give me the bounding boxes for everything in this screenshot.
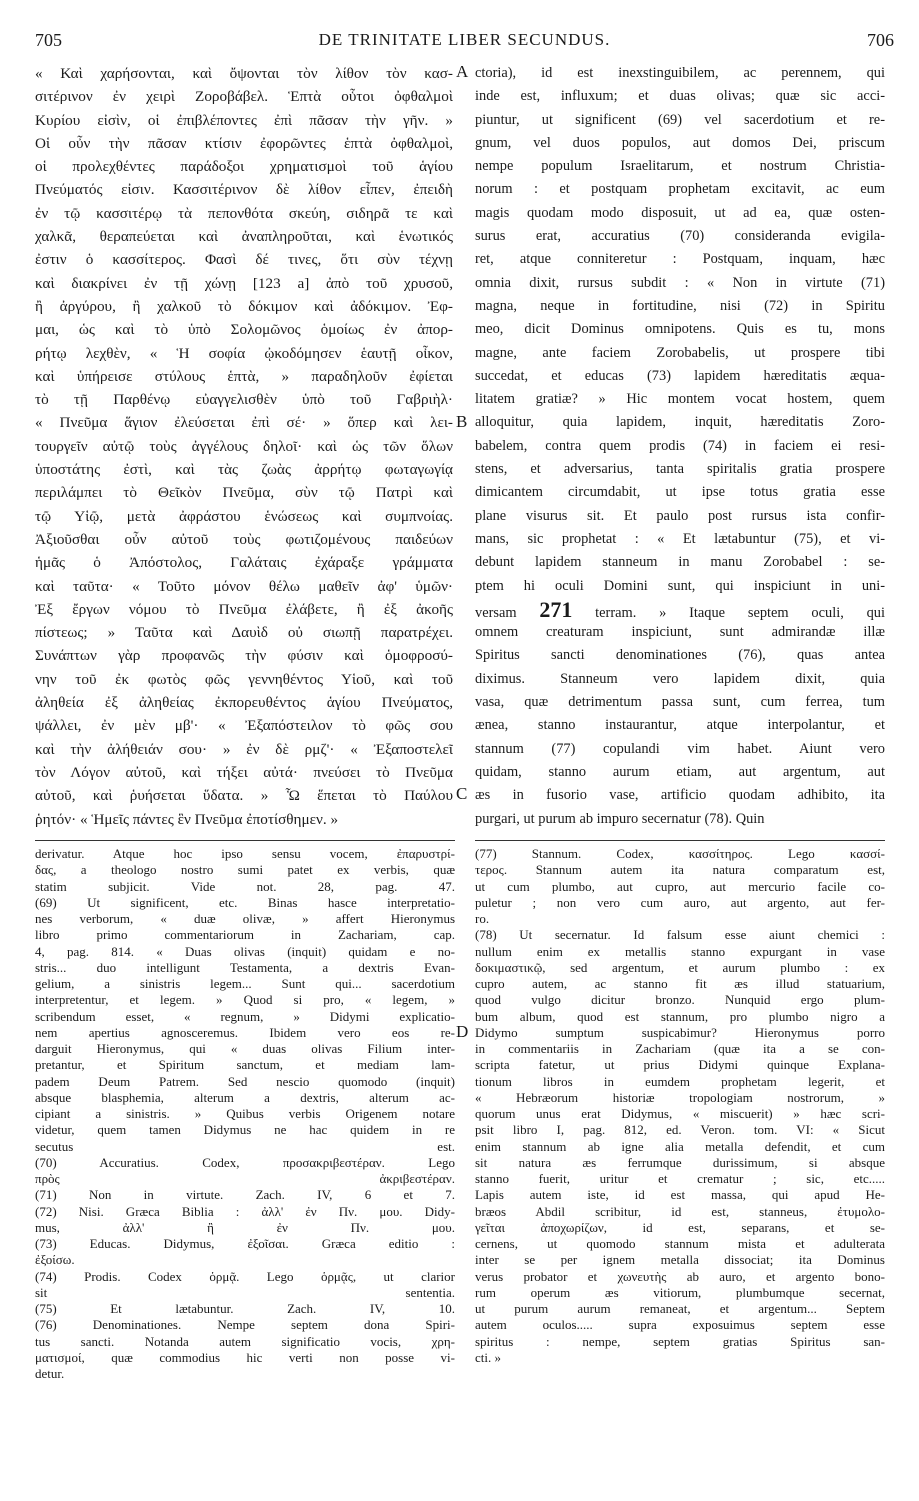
- footnote-line: 4, pag. 814. « Duas olivas (inquit) quidam e no-: [35, 943, 455, 959]
- footnote-line: pretantur, et Spiritum sanctum, et mediam lam-: [35, 1057, 455, 1073]
- footnote-line: autem oculos..... supra exposuimus septem esse: [475, 1317, 885, 1333]
- greek-text-line: Ἀξιοῦσθαι οὖν αὐτοῦ τοὺς φωτιζομένους παιδεύων: [35, 530, 453, 548]
- footnote-line: statim subjicit. Vide not. 28, pag. 47.: [35, 878, 455, 894]
- footnote-line: ut purum aurum remaneat, et argentum... Septem: [475, 1301, 885, 1316]
- footnote-line: secutus est.: [35, 1138, 455, 1154]
- greek-text-line: Κυρίου εἰσὶν, οἱ ἐπιβλέποντες ἐπὶ πᾶσαν τὴν γῆν. »: [35, 111, 453, 129]
- footnote-line: enim stannum ab igne alia metalla defendit, et cum: [475, 1138, 885, 1154]
- greek-text-line: Ἐξ ἔργων νόμου τὸ Πνεῦμα ἐλάβετε, ἢ ἐξ ἀκοῆς: [35, 600, 453, 618]
- footnote-line: bræos Abdil scribitur, id est, stanneus, ἐτυμολο-: [475, 1203, 885, 1219]
- greek-text-line: νην τοῦ ἐκ φωτὸς φῶς γεννηθέντος Υἱοῦ, καὶ τοῦ: [35, 670, 453, 688]
- footnote-line: bum album, quod est stannum, pro plumbo nigro a: [475, 1008, 885, 1024]
- footnote-line: mus, ἀλλ' ἢ ἐν Πν. μου.: [35, 1219, 455, 1235]
- margin-marker-a: A: [456, 62, 469, 81]
- footnote-line: libro primo commentariorum in Zachariam, cap.: [35, 927, 455, 943]
- latin-text-column: [475, 62, 885, 831]
- footnote-line: quod vulgo dicitur bronzo. Nunquid ergo plum-: [475, 992, 885, 1008]
- latin-text-line: Spiritus sancti denominationes (76), quas antea: [475, 647, 885, 664]
- latin-text-line: magna, neque in fortitudine, nisi (72) in Spiritu: [475, 297, 885, 314]
- footnote-rule-right: [475, 840, 885, 841]
- footnote-line: (70) Accuratius. Codex, προσακριβεστέραν. Lego: [35, 1154, 455, 1170]
- latin-text-line: versam 271 terram. » Itaque septem oculi, qui: [475, 597, 885, 622]
- greek-text-line: μαι, ὡς καὶ τὸ ὑπὸ Σολομῶνος ὁμοίως ἐν ἀπορ-: [35, 321, 453, 339]
- footnote-line: ματισμοί, quæ commodius hic verti non posse vi-: [35, 1349, 455, 1365]
- footnote-line: stris... duo intelligunt Testamenta, a dextris Evan-: [35, 959, 455, 975]
- latin-text-line: meo, dicit Dominus omnipotens. Quis es tu, mons: [475, 321, 885, 338]
- latin-text-line: piuntur, ut significent (69) vel sacerdotium et re-: [475, 111, 885, 128]
- footnote-line: cti. »: [475, 1349, 501, 1365]
- footnote-line: stanno fuerit, uritur et crematur ; sic, etc.....: [475, 1171, 885, 1186]
- latin-text-line: litatem gratiæ? » Hic montem vocat hostem, quem: [475, 391, 885, 408]
- footnote-line: nullum enim ex metallis stanno expurgant in vase: [475, 943, 885, 959]
- latin-text-line: dimicantem circumdabit, ut ipse totus gratia esse: [475, 484, 885, 501]
- footnote-line: ἐξοίσω.: [35, 1252, 75, 1268]
- latin-text-line: magne, ante faciem Zorobabelis, ut prospere tibi: [475, 344, 885, 361]
- footnote-line: darguit Hieronymus, qui « duas olivas Filium inter-: [35, 1041, 455, 1056]
- greek-text-line: καὶ ὑπήρεισε στύλους ἑπτὰ, » παραδηλοῦν ἐφίεται: [35, 367, 453, 385]
- footnote-line: τερος. Stannum autem ita natura comparatum est,: [475, 862, 885, 878]
- footnote-line: quorum unus erat Didymus, « miscuerit) » hæc scri-: [475, 1106, 885, 1121]
- footnote-line: « Hebræorum historiæ tropologiam nostrorum, »: [475, 1089, 885, 1105]
- footnote-line: puletur ; non vero cum auro, aut argento, aut fer-: [475, 894, 885, 910]
- latin-text-line: gnum, vel duos populos, aut domos Dei, priscum: [475, 134, 885, 151]
- margin-marker-b: B: [456, 412, 468, 431]
- greek-text-line: πίστεως; » Ταῦτα καὶ Δαυὶδ οὐ σιωπῇ παρατρέχει.: [35, 624, 453, 642]
- latin-text-line: ptem hi oculi Domini sunt, qui inspiciunt in uni-: [475, 577, 885, 594]
- greek-text-line: Πνεύματός εἰσιν. Κασσιτέρινον δὲ λίθον εἶπεν, ἐπειδὴ: [35, 181, 453, 199]
- greek-text-line: Συνάπτων γὰρ προφανῶς τὴν φύσιν καὶ ὁμοφροσύ-: [35, 647, 453, 665]
- latin-text-line: quidam, stanno aurum etiam, aut argentum, aut: [475, 763, 885, 780]
- latin-text-line: babelem, contra quem prodis (74) in faciem ei resi-: [475, 437, 885, 454]
- greek-text-line: Οἱ οὖν τὴν πᾶσαν κτίσιν ἐφορῶντες ἑπτὰ ὀφθαλμοὶ,: [35, 134, 453, 152]
- greek-text-line: τῷ Υἱῷ, μετὰ ἀφράστου ἑνώσεως καὶ συμπνοίας.: [35, 507, 453, 525]
- footnote-line: cernens, ut quomodo stannum mista et adulterata: [475, 1236, 885, 1251]
- footnote-line: (77) Stannum. Codex, κασσίτηρος. Lego κασσί-: [475, 846, 885, 861]
- latin-text-line: succedat, et educas (73) lapidem hæreditatis æqua-: [475, 367, 885, 384]
- latin-text-line: mans, sic prophetat : « Et lætabuntur (75), et vi-: [475, 530, 885, 547]
- running-title: DE TRINITATE LIBER SECUNDUS.: [318, 30, 611, 49]
- greek-text-line: ἐν τῷ κασσιτέρῳ τὰ πεπονθότα σκεύη, σιδηρᾶ τε καὶ: [35, 204, 453, 222]
- footnote-line: πρὸς ἀκριβεστέραν.: [35, 1171, 455, 1186]
- latin-text-line: omnia dixit, rursus subdit : « Non in virtute (71): [475, 274, 885, 291]
- footnote-line: γεῖται ἀποχωρίζων, id est, separans, et se-: [475, 1219, 885, 1235]
- footnote-rule-left: [35, 840, 455, 841]
- greek-text-line: οἱ προλεχθέντες παράδοξοι χρηματισμοὶ τοῦ ἁγίου: [35, 158, 453, 176]
- footnote-line: (69) Ut significent, etc. Binas hasce interpretatio-: [35, 894, 455, 910]
- latin-text-line: inde est, influxum; et duas olivas; quæ sic acci-: [475, 88, 885, 105]
- greek-text-line: ἢ ἀργύρου, ἢ χαλκοῦ τὸ δόκιμον καὶ ἀδόκιμον. Ἐφ-: [35, 297, 453, 315]
- greek-text-line: « Καὶ χαρήσονται, καὶ ὄψονται τὸν λίθον τὸν κασ-: [35, 65, 453, 82]
- footnote-line: (74) Prodis. Codex ὁρμᾷ. Lego ὁρμᾷς, ut clarior: [35, 1268, 455, 1284]
- footnote-line: nem apertius agnosceremus. Ibidem vero eos re-: [35, 1024, 455, 1040]
- footnote-line: (73) Educas. Didymus, ἐξοῖσαι. Græca editio :: [35, 1236, 455, 1251]
- greek-text-line: χαλκᾶ, θεραπεύεται καὶ ἀναπληροῦται, καὶ ἑνωτικός: [35, 228, 453, 246]
- footnote-line: interpretentur, et legem. » Quod si pro, « legem, »: [35, 992, 455, 1008]
- footnote-line: inter se per ignem metalla dissociat; ita Dominus: [475, 1252, 885, 1268]
- footnote-line: spiritus : nempe, septem gratias Spiritus san-: [475, 1333, 885, 1349]
- margin-marker-d: D: [456, 1022, 469, 1041]
- latin-text-line: purgari, ut purum ab impuro secernatur (78). Quin: [475, 810, 765, 827]
- greek-text-line: περιλάμπει τὸ Θεῖκὸν Πνεῦμα, σὺν τῷ Πατρὶ καὶ: [35, 484, 453, 502]
- latin-text-line: surus erat, accuratius (70) consideranda evigila-: [475, 228, 885, 245]
- latin-text-line: ænea, stanno instaurantur, atque interpolantur, et: [475, 717, 885, 734]
- greek-text-line: ἐστιν ὁ κασσίτερος. Φασὶ δέ τινες, ὅτι σὺν τέχνῃ: [35, 251, 453, 269]
- latin-text-line: plane visurus sit. Et paulo post rursus ista confir-: [475, 507, 885, 524]
- footnote-line: rum operum æs vitiorum, plumbumque secernat,: [475, 1284, 885, 1300]
- footnote-line: ro.: [475, 911, 490, 926]
- greek-text-line: « Πνεῦμα ἅγιον ἐλεύσεται ἐπὶ σέ· » ὅπερ καὶ λει-: [35, 414, 453, 432]
- greek-text-line: τὸ τῇ Παρθένῳ εὐαγγελισθὲν ὑπὸ τοῦ Γαβριὴλ·: [35, 391, 453, 409]
- latin-text-line: norum : et postquam prophetam excitavit, ac eum: [475, 181, 885, 198]
- footnote-line: cupro autem, ac stanno fit æs illud statuarium,: [475, 976, 885, 991]
- footnotes-left-column: [35, 846, 455, 1382]
- greek-text-line: ἡμᾶς ὁ Ἀπόστολος, Γαλάταις ἐχάραξε γράμματα: [35, 554, 453, 572]
- latin-text-line: æs in fusorio vase, artificio quodam adhibito, ita: [475, 787, 885, 804]
- greek-text-line: ψάλλει, ἐν μὲν μβ'· « Ἐξαπόστειλον τὸ φῶς σου: [35, 717, 453, 735]
- footnote-line: gelium, a sinistris legem... Sunt qui... sacerdotium: [35, 976, 455, 991]
- greek-text-column: [35, 62, 453, 831]
- page-header: [35, 30, 894, 56]
- latin-text-line: magis quodam modo disposuit, ut ad ea, quæ osten-: [475, 204, 885, 221]
- latin-text-line: debunt lapidem stanneum in manu Zorobabel : se-: [475, 554, 885, 571]
- footnote-line: (76) Denominationes. Nempe septem dona Spiri-: [35, 1317, 455, 1333]
- greek-text-line: ρήτῳ λεχθὲν, « Ἡ σοφία ᾠκοδόμησεν ἑαυτῇ οἶκον,: [35, 344, 453, 362]
- footnote-line: ut cum plumbo, aut cupro, aut mercurio facile co-: [475, 878, 885, 894]
- footnote-line: scripta fatetur, ut prius Didymi quinque Explana-: [475, 1057, 885, 1073]
- footnote-line: verus probator et χωνευτὴς ab auro, et argento bono-: [475, 1268, 885, 1284]
- greek-text-line: καὶ τὴν ἀλήθειάν σου· » ἐν δὲ ρμζ'· « Ἐξαποστελεῖ: [35, 740, 453, 758]
- footnote-line: Lapis autem iste, id est massa, qui apud He-: [475, 1187, 885, 1203]
- latin-text-line: diximus. Stanneum vero lapidem dixit, quia: [475, 670, 885, 687]
- footnote-line: detur.: [35, 1366, 65, 1381]
- greek-text-line: αὐτοῦ, καὶ ῥυήσεται ὕδατα. » Ὧ ἕπεται τὸ Παύλου: [35, 787, 453, 805]
- latin-text-line: nempe populum Israelitarum, et nostrum Christia-: [475, 158, 885, 175]
- footnote-line: δοκιμαστικῷ, sed argentum, et aurum plumbo : ex: [475, 959, 885, 975]
- latin-text-line: omnem creaturam inspiciunt, sunt admirandæ illæ: [475, 624, 885, 641]
- latin-text-line: alloquitur, quia lapidem, inquit, hæreditatis Zoro-: [475, 414, 885, 431]
- greek-text-line: ὑποστάτης ἐστὶ, καὶ τὰς ζωὰς ἀρρήτῳ φωταγωγίᾳ: [35, 461, 453, 479]
- footnote-line: derivatur. Atque hoc ipso sensu vocem, ἐπαρυστρί-: [35, 846, 455, 861]
- footnote-line: Didymo sumptum suspicabimur? Hieronymus porro: [475, 1024, 885, 1040]
- page-number-right: 706: [867, 30, 894, 50]
- latin-text-line: stens, et adversarius, tanta spiritalis gratia prospere: [475, 461, 885, 478]
- footnote-line: (75) Et lætabuntur. Zach. IV, 10.: [35, 1301, 455, 1316]
- footnote-line: (78) Ut secernatur. Id falsum esse aiunt chemici :: [475, 927, 885, 943]
- footnote-line: padem Deum Patrem. Sed nescio quomodo (inquit): [35, 1073, 455, 1089]
- page-number-left: 705: [35, 30, 62, 50]
- footnote-line: psit libro I, pag. 812, ed. Veron. tom. VI: « Sicut: [475, 1122, 885, 1138]
- greek-text-line: ἀληθεία ἐξ ἀληθείας ἐκπορευθέντος ἁγίου Πνεύματος,: [35, 694, 453, 712]
- footnotes-right-column: [475, 846, 885, 1366]
- footnote-line: δας, a theologo nostro sumi patet ex verbis, quæ: [35, 862, 455, 878]
- latin-text-line: ret, atque conniteretur : Postquam, inquam, hæc: [475, 251, 885, 268]
- footnote-line: absque blasphemia, alterum a dextris, alterum ac-: [35, 1089, 455, 1105]
- latin-text-line: ctoria), id est inexstinguibilem, ac perennem, qui: [475, 65, 885, 81]
- latin-text-line: stannum (77) copulandi vim habet. Aiunt vero: [475, 740, 885, 757]
- footnote-line: tus sancti. Notanda autem significatio vocis, χρη-: [35, 1333, 455, 1349]
- footnote-line: cipiant a sinistris. » Quibus verbis Origenem notare: [35, 1106, 455, 1121]
- latin-text-line: vasa, quæ detrimentum passa sunt, cum ferrea, tum: [475, 694, 885, 711]
- footnote-line: sit natura æs ferrumque durissimum, si absque: [475, 1154, 885, 1170]
- footnote-line: videtur, quem tamen Didymus ne hac quidem in re: [35, 1122, 455, 1138]
- footnote-line: nes verborum, « duæ olivæ, » affert Hieronymus: [35, 911, 455, 926]
- greek-text-line: καὶ ταῦτα· « Τοῦτο μόνον θέλω μαθεῖν ἀφ' ὑμῶν·: [35, 577, 453, 595]
- margin-marker-c: C: [456, 784, 468, 803]
- greek-text-line: τουργεῖν αὐτῷ τοὺς ἀγγέλους δηλοῖ· καὶ ὡς τῶν ὅλων: [35, 437, 453, 455]
- footnote-line: tionum libros in eumdem prophetam legerit, et: [475, 1073, 885, 1089]
- greek-text-line: σιτέρινον ἐν χειρὶ Ζοροβάβελ. Ἑπτὰ οὗτοι ὀφθαλμοὶ: [35, 88, 453, 106]
- footnote-line: scribendum esset, « regnum, » Didymi explicatio-: [35, 1008, 455, 1024]
- footnote-line: sit sententia.: [35, 1284, 455, 1300]
- footnote-line: in commentariis in Zachariam (quæ ita a se con-: [475, 1041, 885, 1056]
- footnote-line: (71) Non in virtute. Zach. IV, 6 et 7.: [35, 1187, 455, 1203]
- footnote-line: (72) Nisi. Græca Biblia : ἀλλ' ἐν Πν. μου. Didy-: [35, 1203, 455, 1219]
- greek-text-line: ῥητόν· « Ἡμεῖς πάντες ἓν Πνεῦμα ἐποτίσθημεν. »: [35, 810, 339, 828]
- greek-text-line: καὶ διακρίνει ἐν τῇ χώνῃ [123 a] ἀπὸ τοῦ χρυσοῦ,: [35, 274, 453, 292]
- column-number: 271: [539, 597, 573, 622]
- greek-text-line: τὸν Λόγον αὐτοῦ, καὶ τήξει αὐτά· πνεύσει τὸ Πνεῦμα: [35, 763, 453, 781]
